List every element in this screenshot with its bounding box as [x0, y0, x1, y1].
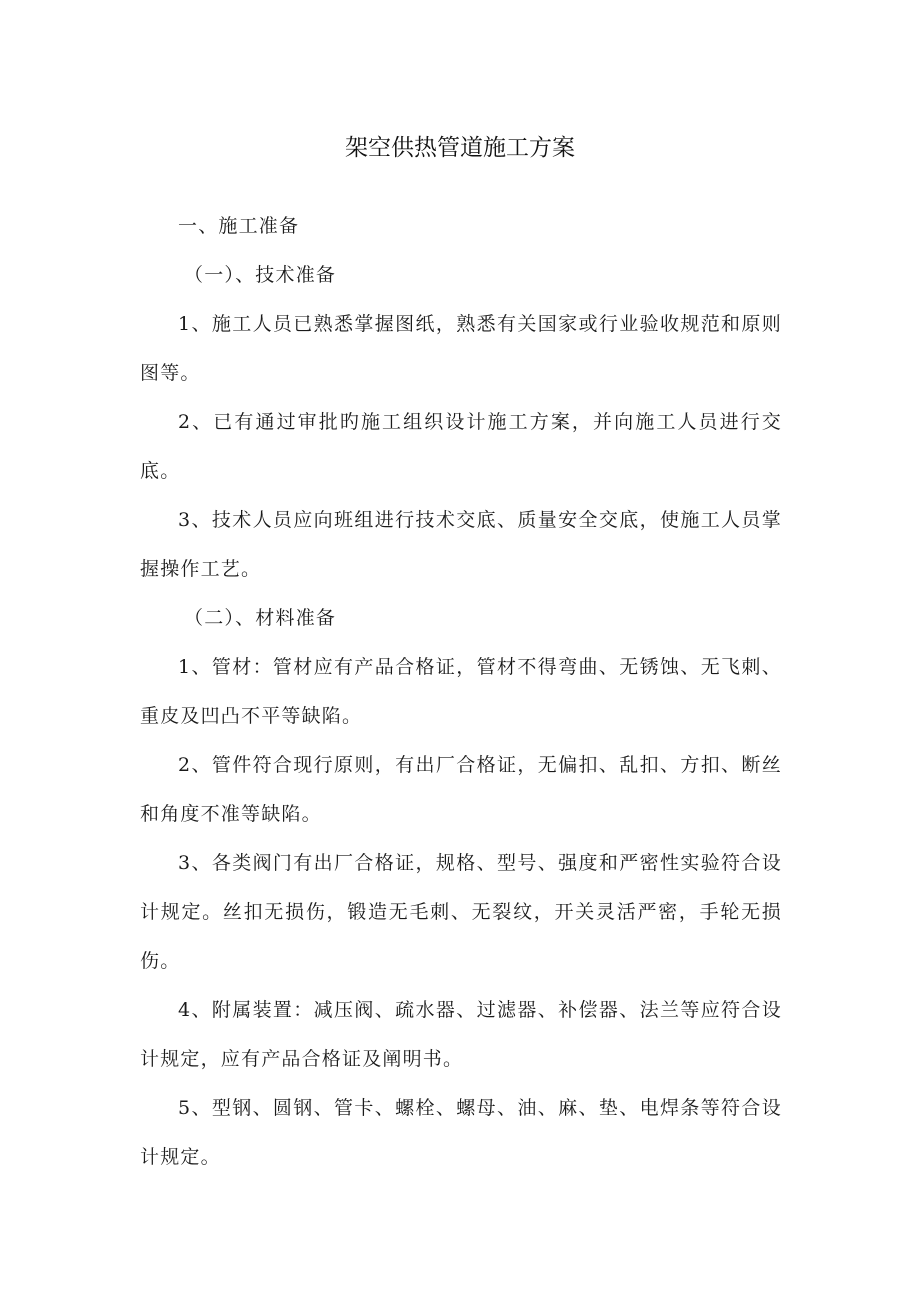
subsection-heading-technical: （一）、技术准备: [184, 264, 337, 286]
document-title: 架空供热管道施工方案: [345, 135, 575, 161]
paragraph-mat-5: 5、型钢、圆钢、管卡、螺栓、螺母、油、麻、垫、电焊条等符合设计规定。: [140, 1097, 782, 1168]
paragraph-tech-1: 1、施工人员已熟悉掌握图纸，熟悉有关国家或行业验收规范和原则图等。: [140, 313, 782, 384]
paragraph-mat-4: 4、附属装置：减压阀、疏水器、过滤器、补偿器、法兰等应符合设计规定，应有产品合格证及阐明书。: [140, 999, 782, 1070]
paragraph-tech-2: 2、已有通过审批旳施工组织设计施工方案，并向施工人员进行交底。: [140, 411, 782, 482]
subsection-heading-materials: （二）、材料准备: [184, 607, 337, 629]
document-body: [140, 202, 782, 1182]
paragraph-mat-1: 1、管材：管材应有产品合格证，管材不得弯曲、无锈蚀、无飞刺、重皮及凹凸不平等缺陷。: [140, 656, 782, 727]
paragraph-mat-2: 2、管件符合现行原则，有出厂合格证，无偏扣、乱扣、方扣、断丝和角度不准等缺陷。: [140, 754, 782, 825]
section-heading-preparation: 一、施工准备: [178, 215, 300, 237]
paragraph-tech-3: 3、技术人员应向班组进行技术交底、质量安全交底，使施工人员掌握操作工艺。: [140, 509, 782, 580]
paragraph-mat-3: 3、各类阀门有出厂合格证，规格、型号、强度和严密性实验符合设计规定。丝扣无损伤，锻造无毛刺、无裂纹，开关灵活严密，手轮无损伤。: [140, 852, 782, 972]
